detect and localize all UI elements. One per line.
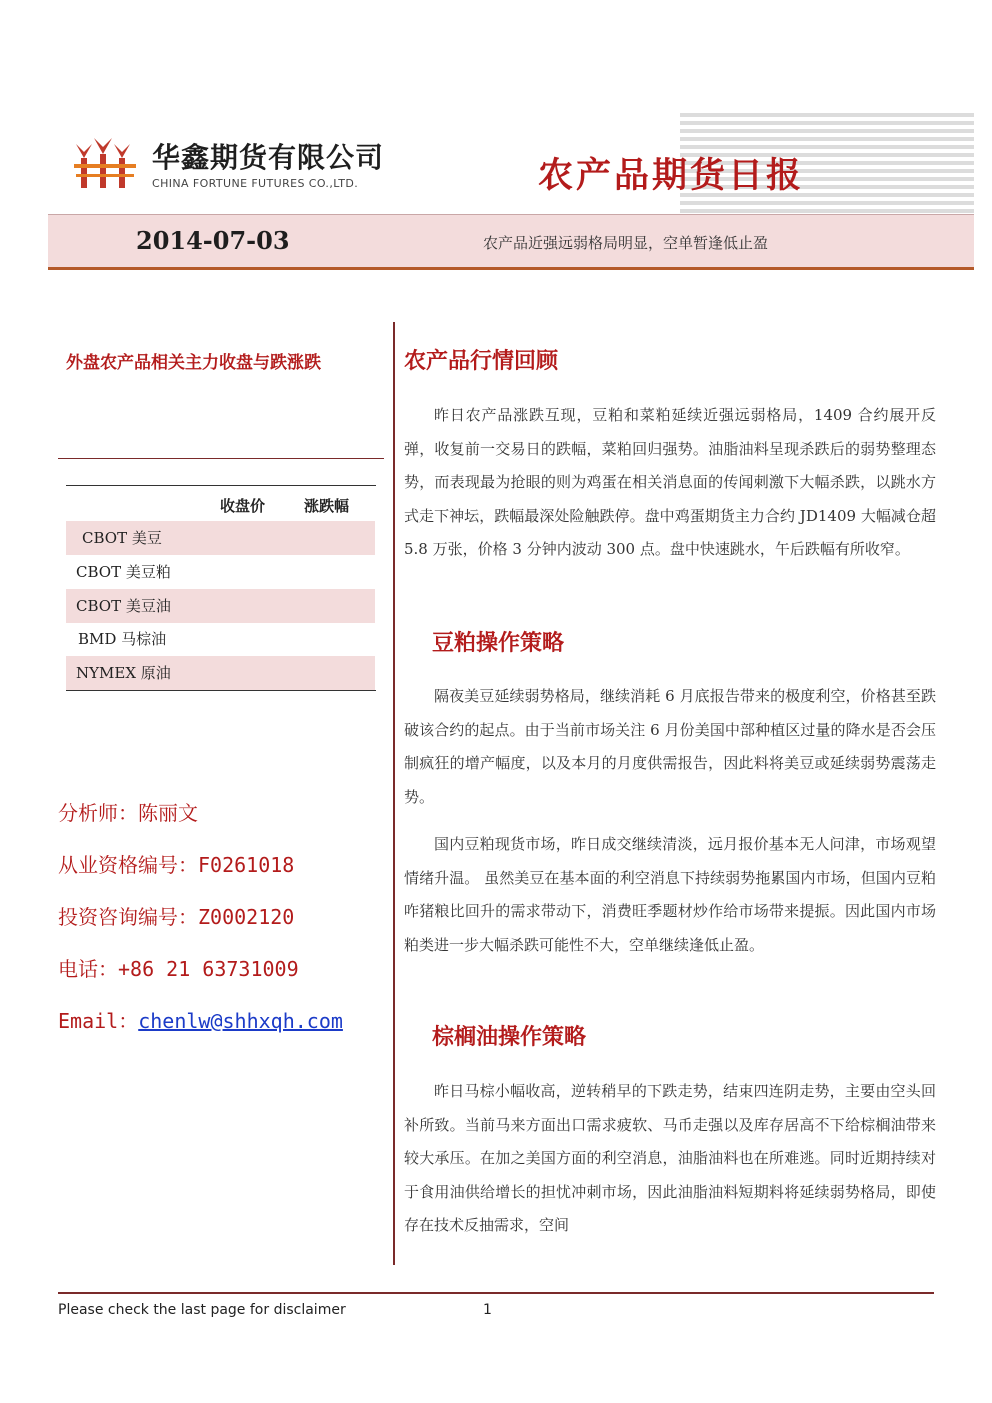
divider xyxy=(58,458,384,459)
email-line xyxy=(58,1005,343,1034)
table-bottom-rule xyxy=(66,690,376,691)
email-label: Email： xyxy=(58,1009,139,1033)
phone-number: 电话：+86 21 63731009 xyxy=(58,957,299,981)
row-label: BMD 马棕油 xyxy=(78,630,167,648)
footer-rule xyxy=(58,1292,934,1294)
report-date: 2014-07-03 xyxy=(136,226,290,255)
company-name-en: CHINA FORTUNE FUTURES CO.,LTD. xyxy=(152,177,359,190)
section-title-soymeal-strategy: 豆粕操作策略 xyxy=(432,630,565,656)
table-row xyxy=(66,589,375,623)
column-header-close: 收盘价 xyxy=(220,497,266,515)
table-row xyxy=(66,656,375,690)
page-number: 1 xyxy=(483,1302,492,1318)
section-title-palm-oil-strategy: 棕榈油操作策略 xyxy=(432,1024,587,1050)
column-header-change: 涨跌幅 xyxy=(304,497,350,515)
advisory-number: 投资咨询编号：Z0002120 xyxy=(58,905,295,929)
paragraph: 隔夜美豆延续弱势格局，继续消耗 6 月底报告带来的极度利空，价格甚至跌破该合约的起点。由于当前市场关注 6 月份美国中部种植区过量的降水是否会压制疯狂的增产幅度，以及本月的月度供需报告，因此料将美豆或延续弱势震荡走势。 xyxy=(404,687,936,806)
column-divider xyxy=(393,322,395,1265)
table-row xyxy=(66,521,375,555)
footer-disclaimer: Please check the last page for disclaimer xyxy=(58,1302,346,1318)
row-label: CBOT 美豆粕 xyxy=(76,563,171,581)
report-title: 农产品期货日报 xyxy=(538,155,805,196)
table-top-rule xyxy=(66,485,376,486)
paragraph: 昨日农产品涨跌互现，豆粕和菜粕延续近强远弱格局，1409 合约展开反弹，收复前一交易日的跌幅，菜粕回归强势。油脂油料呈现杀跌后的弱势整理态势，而表现最为抢眼的则为鸡蛋在相关消息面的传闻刺激下大幅杀跌，以跳水方式走下神坛，跌幅最深处险触跌停。盘中鸡蛋期货主力合约 JD1409 大幅减仓超 5.8 万张，价格 3 分钟内波动 300 点。盘中快速跳水，午后跌幅有所收窄。 xyxy=(404,406,936,558)
paragraph: 昨日马棕小幅收高，逆转稍早的下跌走势，结束四连阴走势，主要由空头回补所致。当前马来方面出口需求疲软、马币走强以及库存居高不下给棕榈油带来较大承压。在加之美国方面的利空消息，油脂油料也在所难逃。同时近期持续对于食用油供给增长的担忧冲刺市场，因此油脂油料短期料将延续弱势格局，即使存在技术反抽需求，空间 xyxy=(404,1082,936,1234)
row-label: CBOT 美豆油 xyxy=(76,597,171,615)
report-headline: 农产品近强远弱格局明显，空单暂逢低止盈 xyxy=(483,234,769,252)
market-table-title: 外盘农产品相关主力收盘与跌涨跌 xyxy=(66,353,321,373)
email-link[interactable]: chenlw@shhxqh.com xyxy=(138,1009,343,1033)
company-name-cn: 华鑫期货有限公司 xyxy=(152,141,385,174)
row-label: NYMEX 原油 xyxy=(76,664,171,682)
table-row xyxy=(66,555,375,589)
section-title-market-review: 农产品行情回顾 xyxy=(404,348,559,374)
company-logo-icon xyxy=(72,130,138,190)
row-label: CBOT 美豆 xyxy=(82,529,162,547)
analyst-name: 分析师：陈丽文 xyxy=(58,801,198,825)
qualification-number: 从业资格编号：F0261018 xyxy=(58,853,295,877)
paragraph: 国内豆粕现货市场，昨日成交继续清淡，远月报价基本无人问津，市场观望情绪升温。 虽然美豆在基本面的利空消息下持续弱势拖累国内市场，但国内豆粕咋猪粮比回升的需求带动下，消费旺季题材炒作给市场带来提振。因此国内市场粕类进一步大幅杀跌可能性不大，空单继续逢低止盈。 xyxy=(404,835,936,954)
table-row xyxy=(66,622,375,656)
